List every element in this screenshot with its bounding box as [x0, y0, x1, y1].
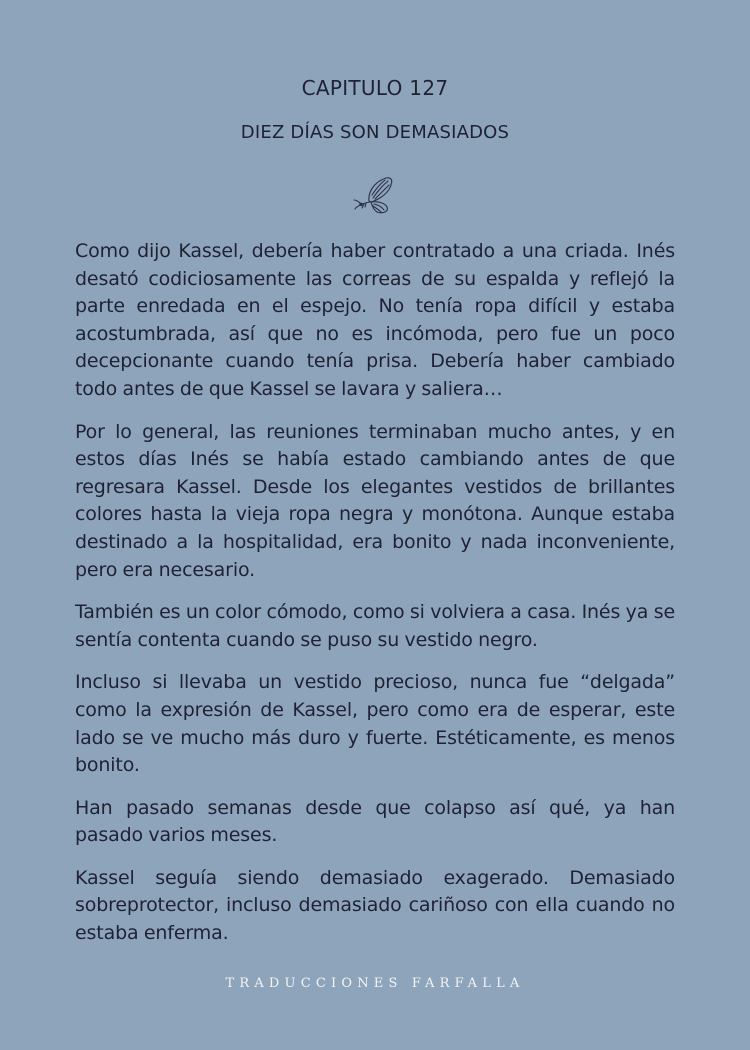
- butterfly-icon: [348, 174, 396, 216]
- paragraph: Incluso si llevaba un vestido precioso, nunca fue “delgada” como la expresión de Kassel, pero como era de esperar, este lado se ve mucho más duro y fuerte. Estéticamente, es menos bonito.: [75, 671, 675, 777]
- paragraph: También es un color cómodo, como si volviera a casa. Inés ya se sentía contenta cuando se puso su vestido negro.: [75, 601, 675, 651]
- chapter-title: CAPITULO 127: [301, 76, 449, 100]
- paragraph: Como dijo Kassel, debería haber contratado a una criada. Inés desató codiciosamente las correas de su espalda y reflejó la parte enredada en el espejo. No tenía ropa difícil y estaba acostumbrada, así que no es incómoda, pero fue un poco decepcionante cuando tenía prisa. Debería haber cambiado todo antes de que Kassel se lavara y saliera…: [75, 240, 675, 400]
- chapter-body: [75, 238, 675, 963]
- translator-credit: TRADUCCIONES FARFALLA: [225, 976, 525, 991]
- paragraph: Kassel seguía siendo demasiado exagerado. Demasiado sobreprotector, incluso demasiado cariñoso con ella cuando no estaba enferma.: [75, 866, 675, 945]
- paragraph: Por lo general, las reuniones terminaban mucho antes, y en estos días Inés se había estado cambiando antes de que regresara Kassel. Desde los elegantes vestidos de brillantes colores hasta la vieja ropa negra y monótona. Aunque estaba destinado a la hospitalidad, era bonito y nada inconveniente, pero era necesario.: [75, 420, 675, 581]
- paragraph: Han pasado semanas desde que colapso así qué, ya han pasado varios meses.: [75, 796, 675, 847]
- chapter-subtitle: DIEZ DÍAS SON DEMASIADOS: [240, 122, 510, 143]
